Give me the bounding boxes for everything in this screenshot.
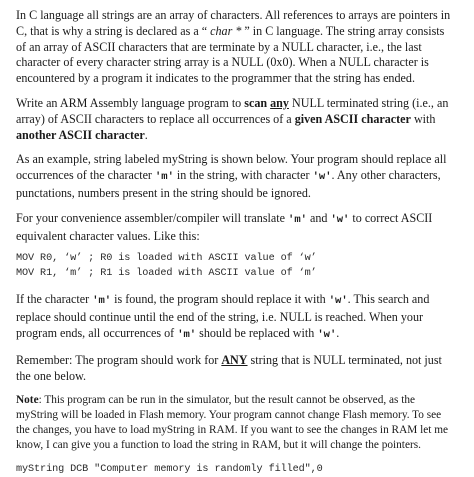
- char-code: 'm': [288, 213, 307, 226]
- text: and: [306, 210, 331, 225]
- char-code: 'm': [177, 328, 197, 341]
- paragraph-remember: [16, 353, 456, 385]
- text: .: [144, 127, 148, 142]
- code-line: MOV R1, ‘m’ ; R1 is loaded with ASCII value of ‘m’: [16, 268, 317, 280]
- paragraph-c-strings: [16, 8, 456, 87]
- bold-text: given ASCII character: [294, 111, 411, 126]
- char-code: 'm': [92, 295, 112, 308]
- text: string that is NULL terminated, not just the one below.: [16, 352, 442, 383]
- bold-underlined-text: ANY: [221, 352, 248, 367]
- char-pointer-type: char *: [210, 23, 242, 38]
- text: In C language all strings are an array of characters. All references to arrays are pointers in C, that is why a string is declared as a “: [16, 8, 451, 38]
- text: For your convenience assembler/compiler will translate: [16, 210, 289, 225]
- text: .: [336, 325, 340, 340]
- text: As an example, string labeled myString is shown below. Your program should replace all occurrences of the character: [16, 152, 447, 183]
- assignment-document: [16, 8, 456, 477]
- text: in the string, with character: [173, 168, 313, 183]
- bold-text: Note: [16, 394, 39, 407]
- paragraph-task: [16, 96, 456, 143]
- bold-text: scan: [244, 95, 271, 110]
- text: ” in C language. The string array consists of an array of ASCII characters that are terminate by a NULL character, i.e., the last character of every character string array is a NULL (0x0). When a NULL character is encountered by a program it indicates to the programmer that the string has ended.: [16, 23, 445, 86]
- text: : This program can be run in the simulator, but the result cannot be observed, as the myString will be loaded in Flash memory. Your program cannot change Flash memory. To see the changes, you have to load myString in RAM. If you want to see the changes in RAM let me know, I can give you a function to load the string in RAM, but it will change the pointers.: [16, 394, 449, 452]
- mystring-code: [16, 462, 456, 477]
- text: is found, the program should replace it with: [111, 292, 329, 307]
- code-line: MOV R0, ‘w’ ; R0 is loaded with ASCII value of ‘w’: [16, 253, 317, 265]
- code-line: myString DCB "Computer memory is randomly filled",0: [16, 464, 323, 476]
- text: Remember: The program should work for: [16, 352, 222, 367]
- char-code: 'w': [317, 328, 337, 341]
- text: with: [410, 111, 436, 126]
- text: If the character: [16, 292, 93, 307]
- paragraph-convenience: [16, 211, 456, 245]
- char-code: 'm': [154, 171, 174, 184]
- paragraph-note: [16, 393, 456, 453]
- char-code: 'w': [312, 171, 332, 184]
- bold-underlined-text: any: [270, 95, 289, 110]
- text: . Any other characters, punctations, numbers present in the string should be ignored.: [16, 168, 441, 200]
- text: should be replaced with: [196, 325, 318, 340]
- char-code: 'w': [330, 213, 350, 226]
- text: . This search and replace should continue until the end of the string, i.e. NULL is reached. When your program ends, all occurrences of: [16, 292, 430, 340]
- char-code: 'w': [328, 295, 348, 308]
- text: to correct ASCII equivalent character values. Like this:: [16, 210, 433, 243]
- text: Write an ARM Assembly language program to: [16, 95, 245, 110]
- code-example: [16, 251, 456, 281]
- paragraph-replace: [16, 292, 456, 343]
- bold-text: another ASCII character: [16, 127, 145, 142]
- text: NULL terminated string (i.e., an array) of ASCII characters to replace all occurrences of a: [16, 95, 449, 126]
- paragraph-example: [16, 152, 456, 201]
